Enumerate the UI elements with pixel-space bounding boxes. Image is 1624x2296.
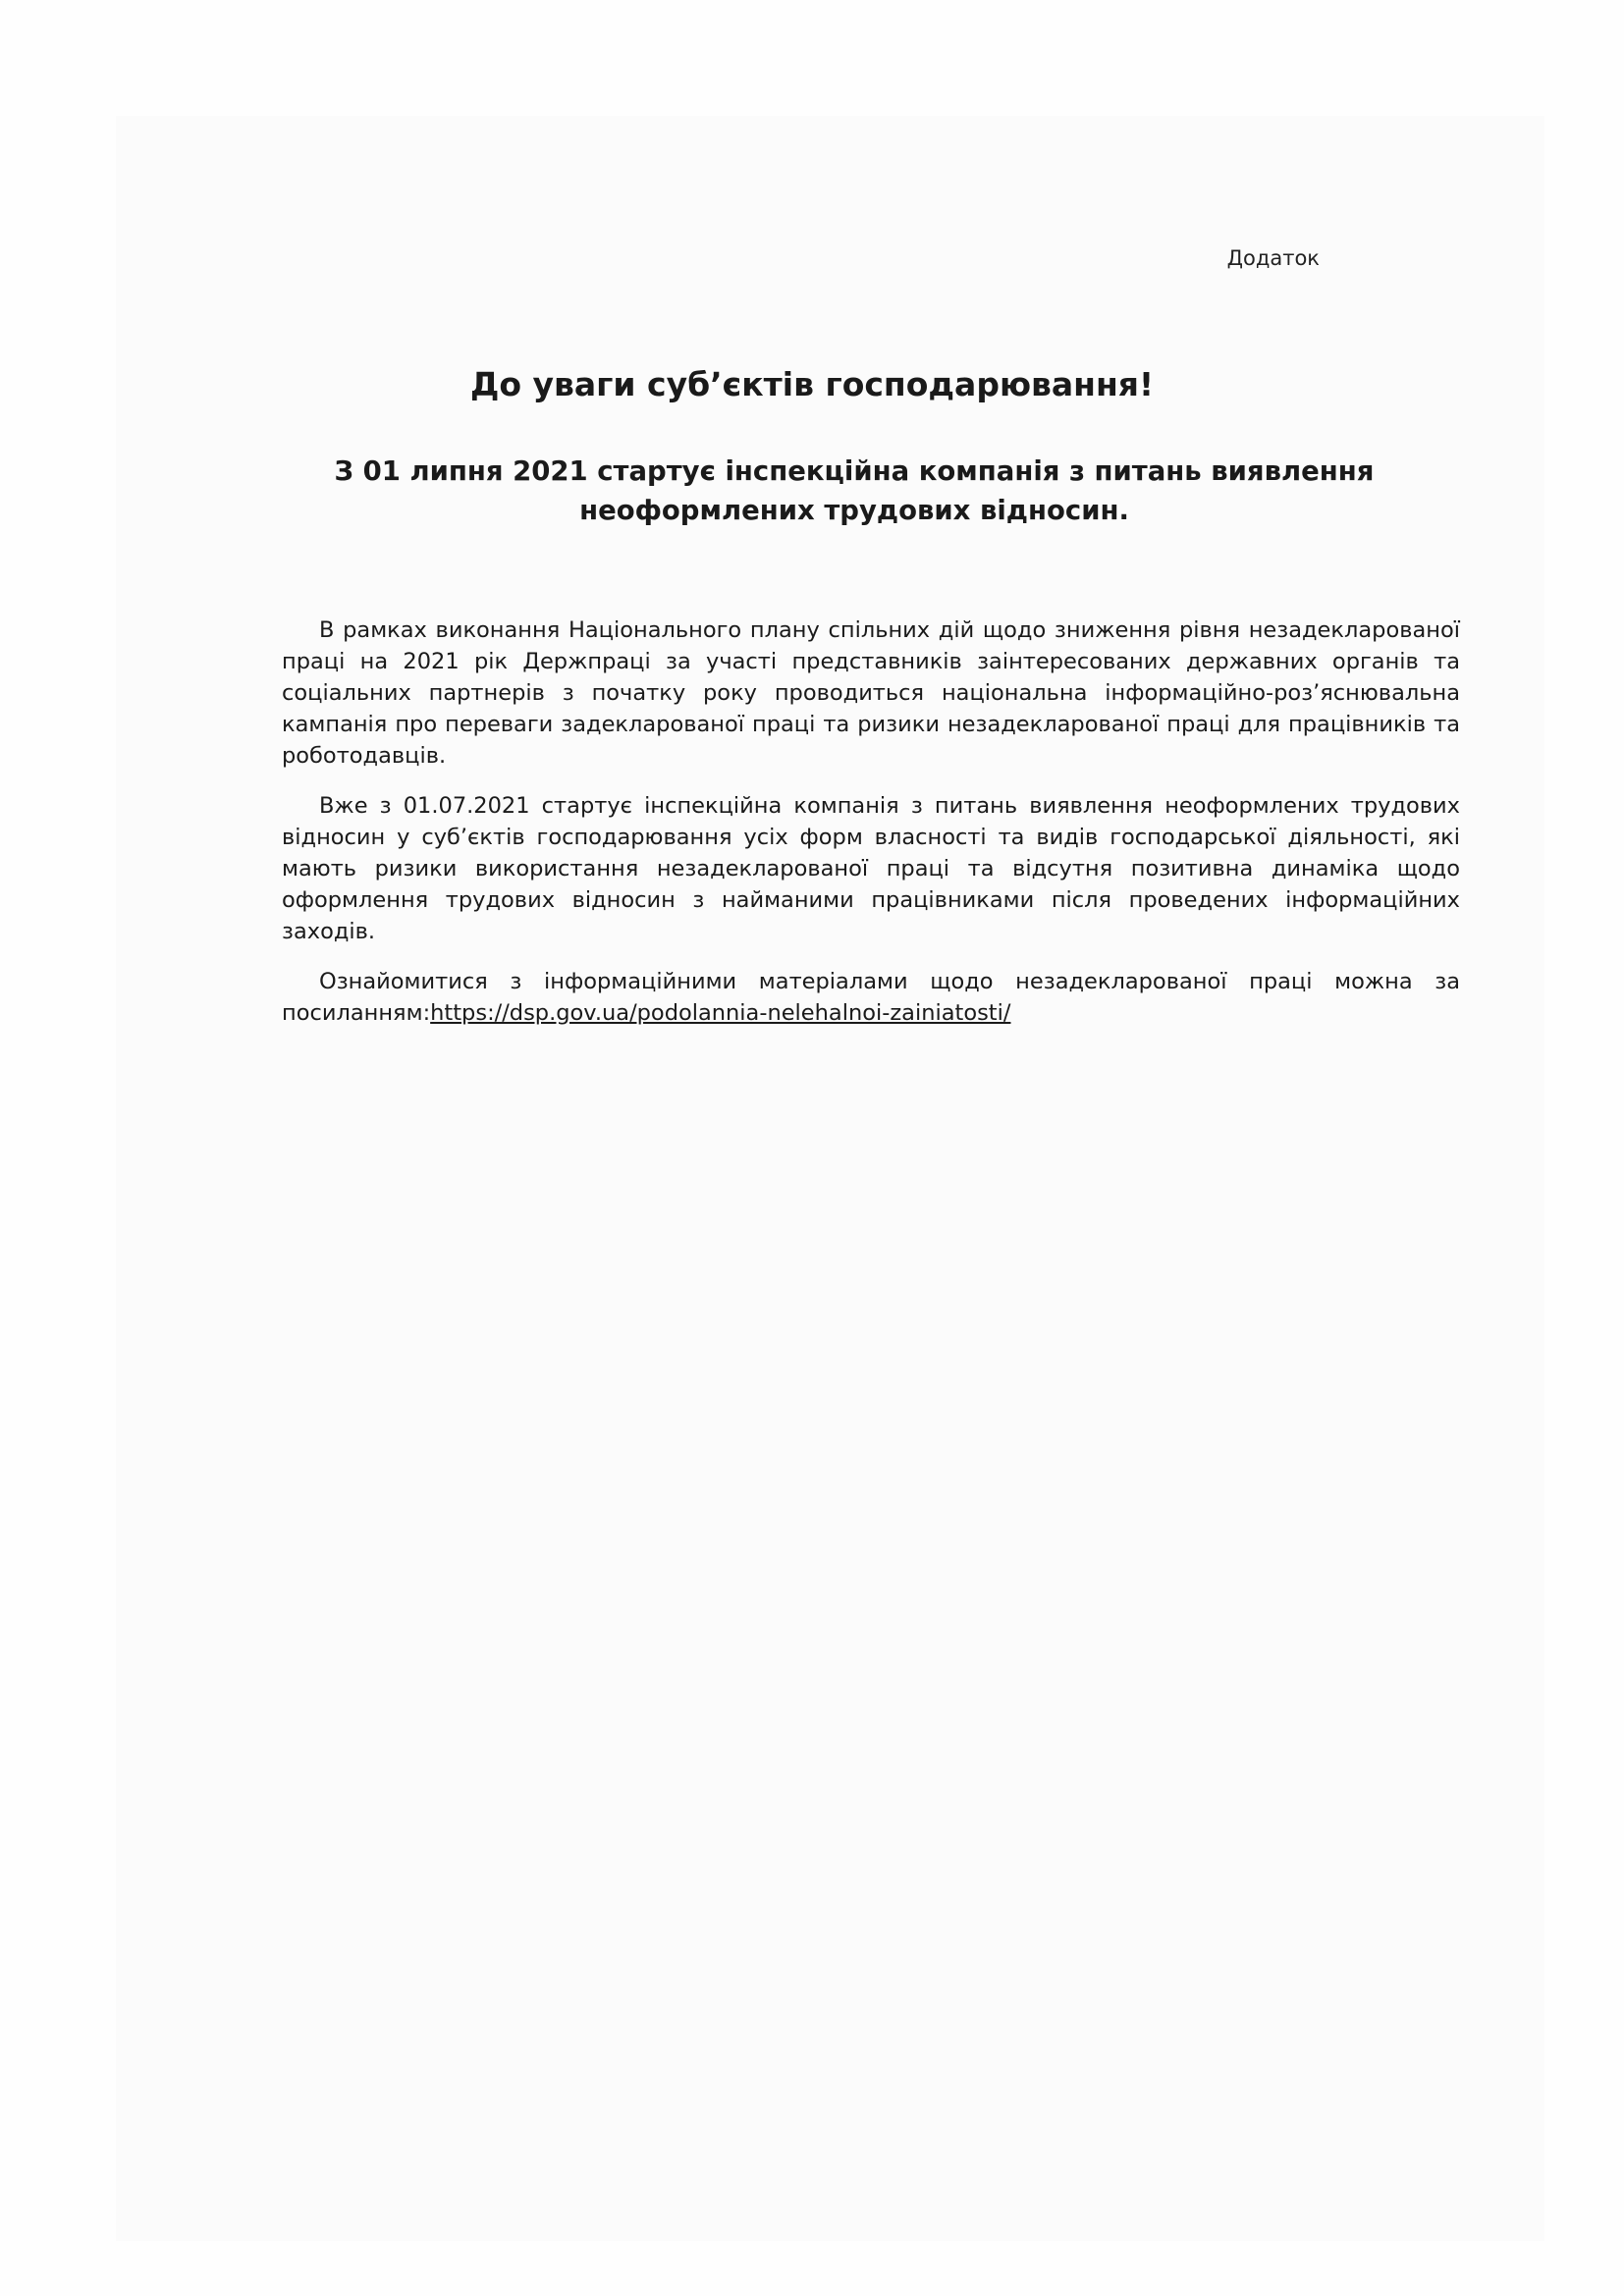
subtitle-line-1: З 01 липня 2021 стартує інспекційна компанія з питань виявлення: [334, 455, 1375, 487]
scan-background: [116, 116, 1544, 2241]
paragraph-2: Вже з 01.07.2021 стартує інспекційна компанія з питань виявлення неоформлених трудових відносин у суб’єктів господарювання усіх форм власності та видів господарської діяльності, які мають ризики використання незадекларованої праці та відсутня позитивна динаміка щодо оформлення трудових відносин з найманими працівниками після проведених інформаційних заходів.: [282, 793, 1460, 944]
paragraph-1: В рамках виконання Національного плану спільних дій щодо зниження рівня незадекларованої праці на 2021 рік Держпраці за участі представників заінтересованих державних органів та соціальних партнерів з початку року проводиться національна інформаційно-роз’яснювальна кампанія про переваги задекларованої праці та ризики незадекларованої праці для працівників та роботодавців.: [282, 617, 1460, 769]
document-title: До уваги суб’єктів господарювання!: [469, 365, 1155, 403]
info-materials-link[interactable]: https://dsp.gov.ua/podolannia-nelehalnoi-zainiatosti/: [430, 1000, 1011, 1026]
document-body: [282, 614, 1460, 1047]
paragraph-3-text: Ознайомитися з інформаційними матеріалами щодо незадекларованої праці можна за посиланням:: [282, 969, 1460, 1026]
paragraph-3: [282, 966, 1460, 1029]
subtitle-line-2: неоформлених трудових відносин.: [579, 495, 1129, 526]
document-subtitle: [324, 452, 1384, 530]
appendix-label: Додаток: [1226, 246, 1320, 270]
